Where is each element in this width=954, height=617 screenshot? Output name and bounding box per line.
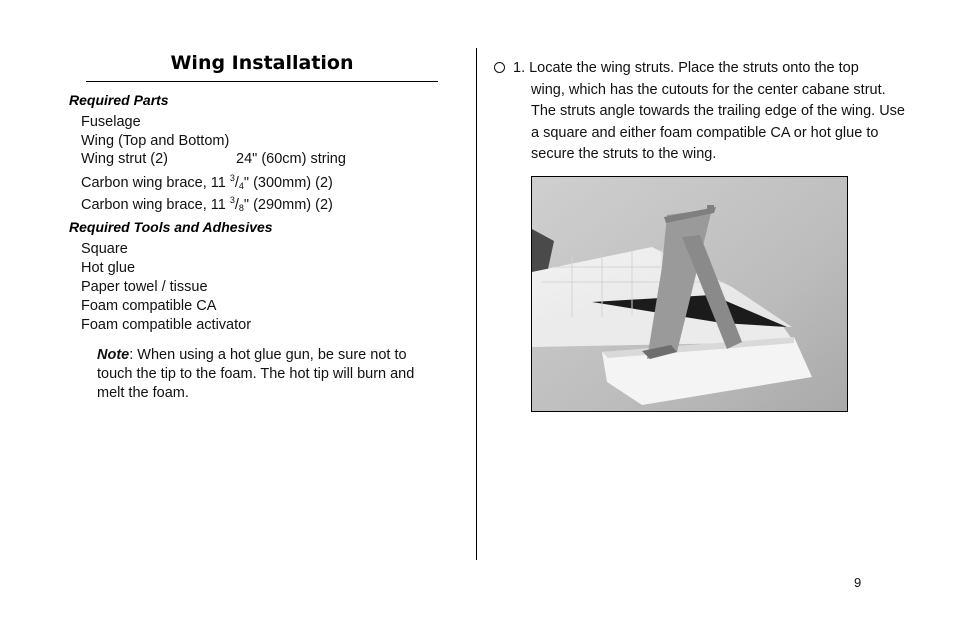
step-1-first-line: 1. Locate the wing struts. Place the struts onto the top — [513, 60, 859, 76]
section-title: Wing Installation — [170, 52, 354, 74]
part-item-strut — [81, 151, 346, 167]
tool-item: Paper towel / tissue — [81, 279, 208, 295]
step-1-text: wing, which has the cutouts for the center cabane strut. The struts angle towards the trailing edge of the wing. Use a square and either foam compatible CA or hot glue to secure the struts to the wing. — [531, 81, 905, 163]
strut-label: Wing strut (2) — [81, 151, 169, 167]
string-label: 24" (60cm) string — [236, 151, 346, 167]
part-item: Fuselage — [81, 114, 141, 130]
column-divider — [476, 48, 477, 560]
required-parts-heading: Required Parts — [69, 92, 169, 108]
part-item: Wing (Top and Bottom) — [81, 133, 230, 149]
tool-item: Foam compatible activator — [81, 317, 252, 333]
tool-item: Foam compatible CA — [81, 298, 217, 314]
title-underline — [86, 81, 438, 82]
tool-item: Square — [81, 241, 128, 257]
checkbox-circle-icon[interactable] — [494, 62, 505, 73]
note-text: : When using a hot glue gun, be sure not to touch the tip to the foam. The hot tip will burn and melt the foam. — [97, 347, 415, 401]
wing-strut-photo — [531, 176, 848, 412]
part-item-brace: Carbon wing brace, 11 $^3/_8$" (290mm) (2) — [81, 195, 333, 213]
part-item-brace: Carbon wing brace, 11 $^3/_4$" (300mm) (2) — [81, 173, 333, 191]
required-tools-heading: Required Tools and Adhesives — [69, 219, 273, 235]
page-number: 9 — [854, 575, 862, 590]
note-label: Note — [97, 347, 130, 363]
note-paragraph — [97, 346, 422, 403]
tool-item: Hot glue — [81, 260, 136, 276]
step-1 — [494, 58, 914, 166]
